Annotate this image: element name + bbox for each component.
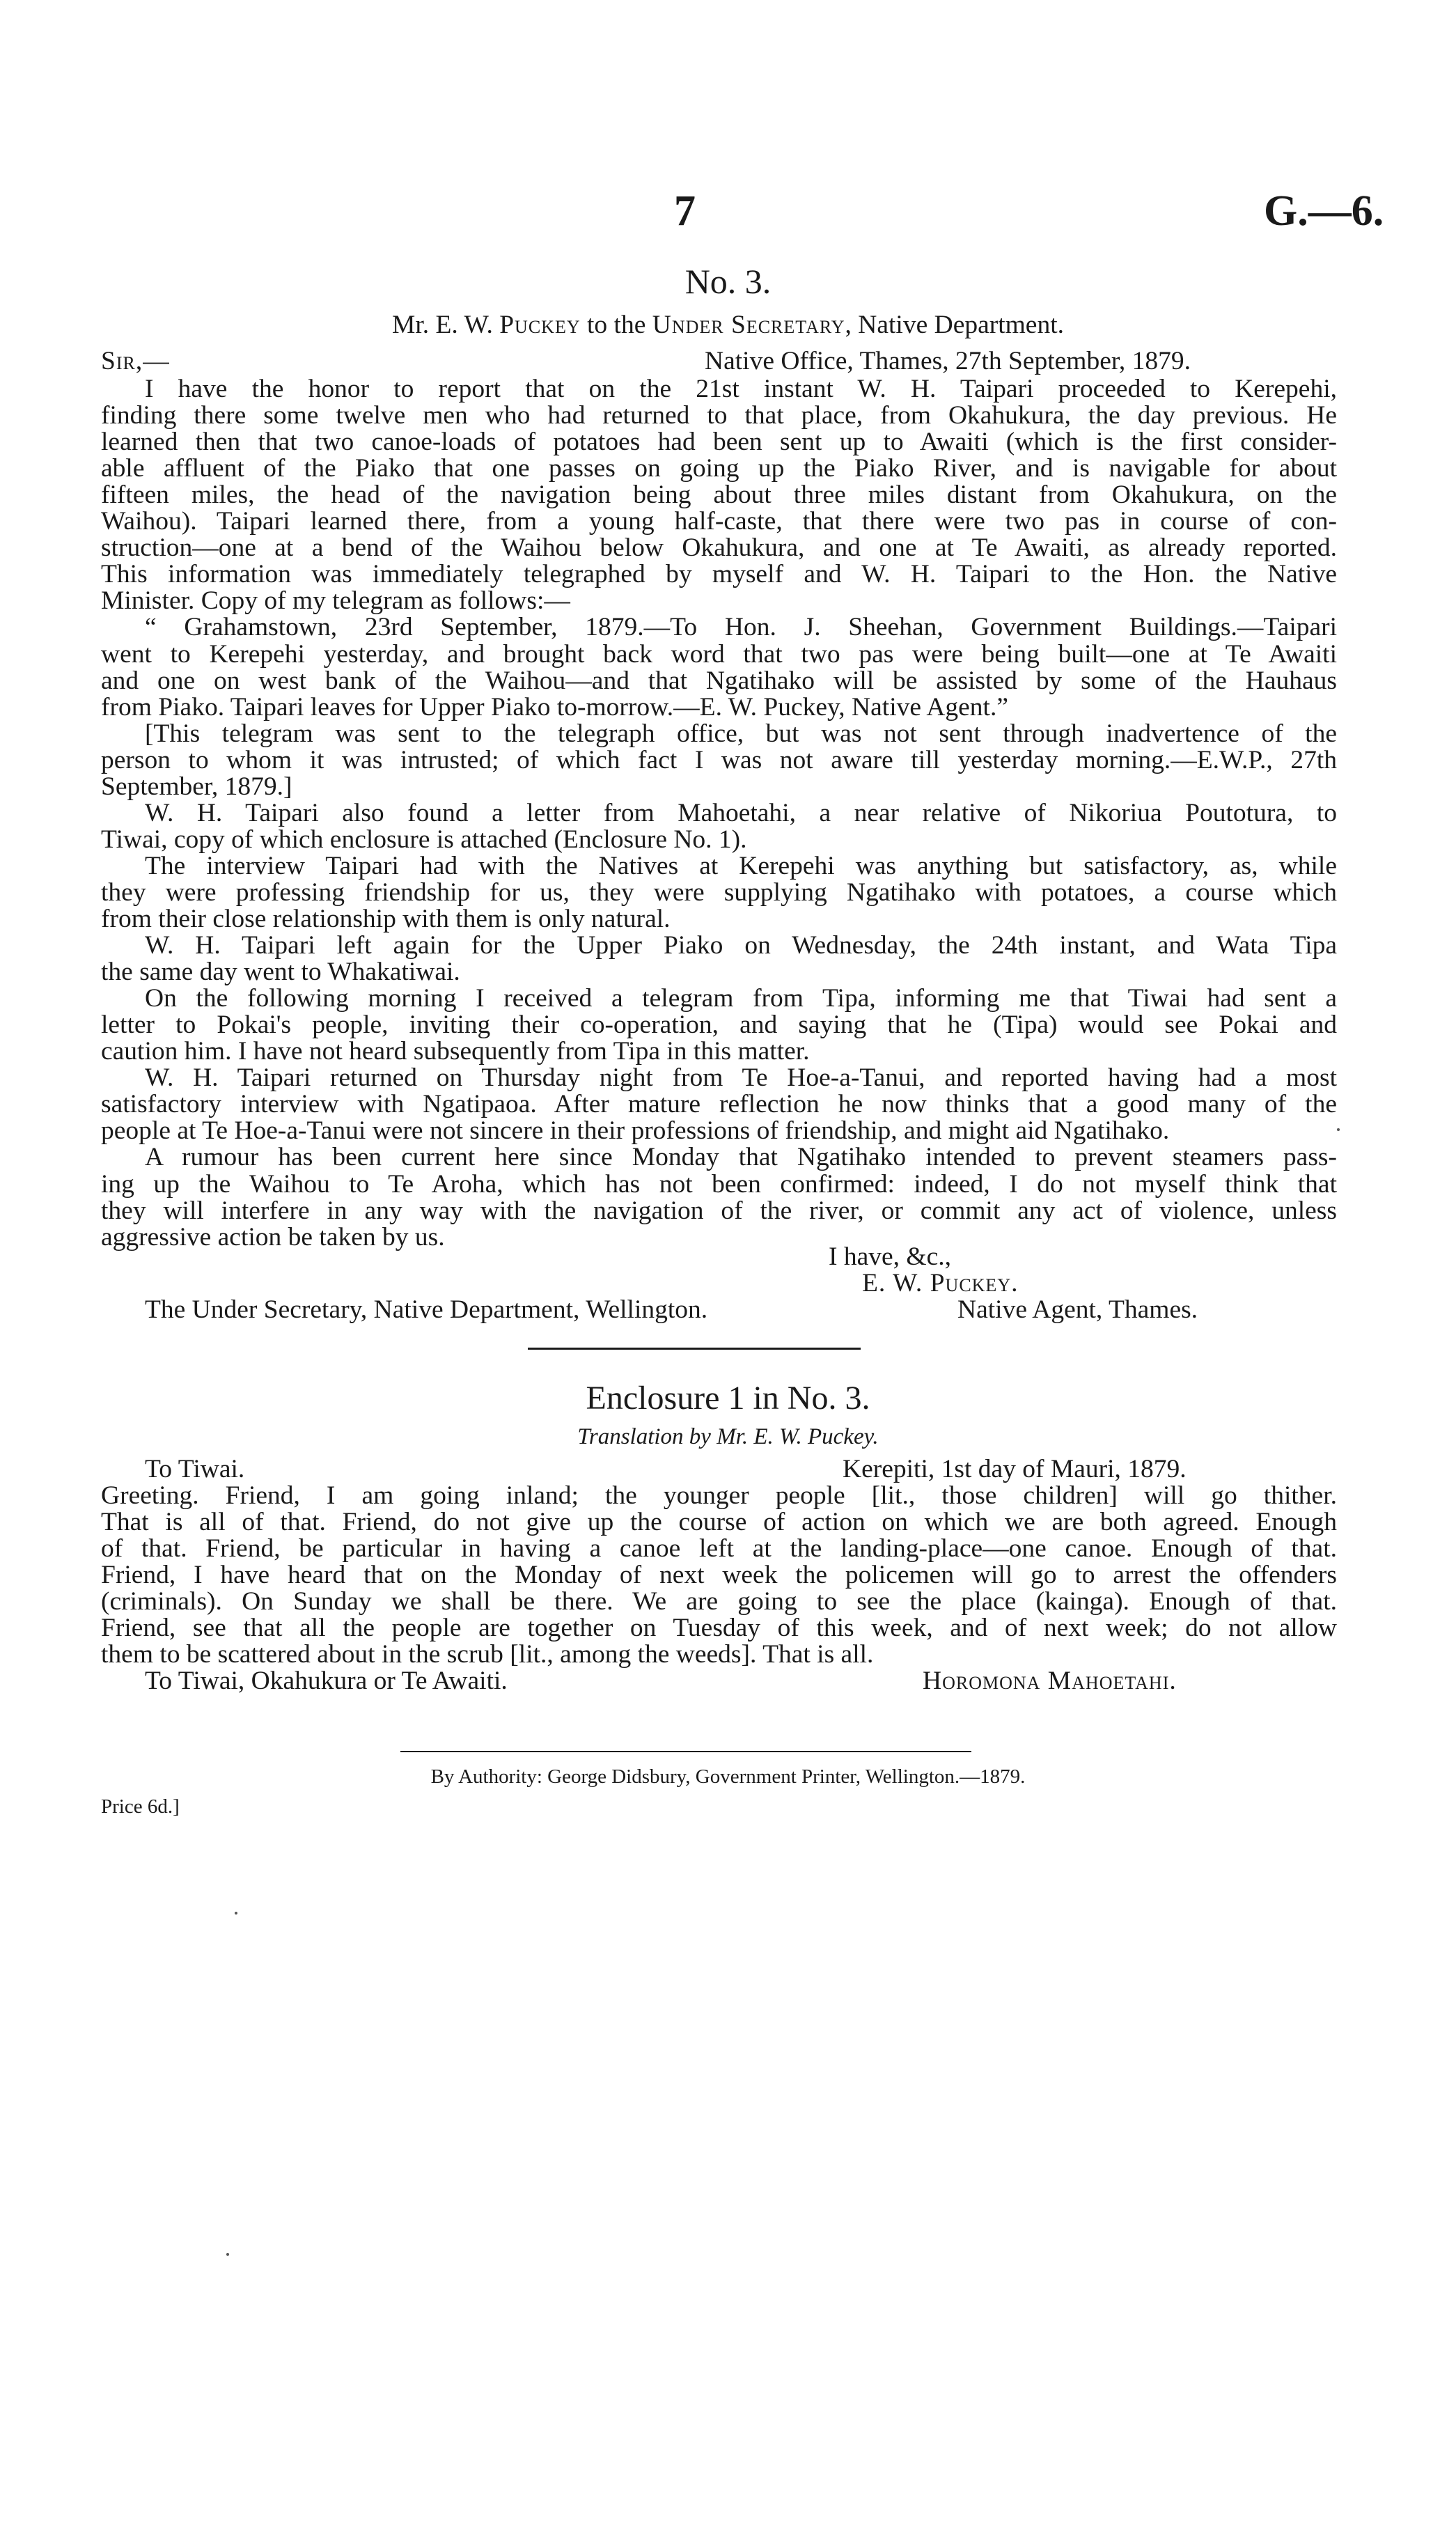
letter-body-line: “ Grahamstown, 23rd September, 1879.—To Hon. J. Sheehan, Government Buildings.—Taipari xyxy=(145,613,1337,641)
document-number: No. 3. xyxy=(684,262,772,301)
letter-body-line: went to Kerepehi yesterday, and brought back word that two pas were being built—one at Te Awaiti xyxy=(101,640,1337,669)
letter-body-line: they will interfere in any way with the navigation of the river, or commit any act of violence, unless xyxy=(101,1196,1337,1225)
letter-body-line: and one on west bank of the Waihou—and that Ngatihako will be assisted by some of the Hauhaus xyxy=(101,666,1337,695)
print-speck xyxy=(1337,1128,1340,1131)
letter-body-line: W. H. Taipari left again for the Upper Piako on Wednesday, the 24th instant, and Wata Tipa xyxy=(145,931,1337,960)
letter-body-line: caution him. I have not heard subsequently from Tipa in this matter. xyxy=(101,1037,810,1066)
enclosure-signature: Horomona Mahoetahi. xyxy=(923,1667,1177,1695)
letter-signature: E. W. Puckey. xyxy=(862,1269,1019,1297)
letter-body-line: struction—one at a bend of the Waihou below Okahukura, and one at Te Awaiti, as already reported. xyxy=(101,533,1337,562)
printer-imprint: By Authority: George Didsbury, Government Printer, Wellington.—1879. xyxy=(430,1765,1026,1788)
letter-body-line: aggressive action be taken by us. xyxy=(101,1223,445,1251)
letter-body-line: they were professing friendship for us, they were supplying Ngatihako with potatoes, a course which xyxy=(101,878,1337,907)
enclosure-body-line: Greeting. Friend, I am going inland; the younger people [lit., those children] will go thither. xyxy=(101,1481,1337,1510)
letter-body-line: person to whom it was intrusted; of which fact I was not aware till yesterday morning.—E.W.P., 27th xyxy=(101,746,1337,774)
letter-body-line: satisfactory interview with Ngatipaoa. After mature reflection he now thinks that a good many of the xyxy=(101,1090,1337,1118)
letter-body-line: the same day went to Whakatiwai. xyxy=(101,958,460,986)
section-divider xyxy=(528,1348,861,1350)
letter-heading: Mr. E. W. Puckey to the Under Secretary, Native Department. xyxy=(392,311,1064,339)
letter-body-line: On the following morning I received a telegram from Tipa, informing me that Tiwai had sent a xyxy=(145,984,1337,1013)
price-note: Price 6d.] xyxy=(101,1795,180,1818)
letter-body-line: from their close relationship with them is only natural. xyxy=(101,905,671,933)
enclosure-body-line: That is all of that. Friend, do not give up the course of action on which we are both agreed. Enough xyxy=(101,1508,1337,1536)
letter-body-line: W. H. Taipari also found a letter from Mahoetahi, a near relative of Nikoriua Poutotura, to xyxy=(145,799,1337,827)
letter-body-line: learned then that two canoe-loads of potatoes had been sent up to Awaiti (which is the first consider- xyxy=(101,428,1337,456)
letter-body-line: A rumour has been current here since Monday that Ngatihako intended to prevent steamers pass- xyxy=(145,1143,1337,1171)
letter-body-line: Tiwai, copy of which enclosure is attached (Enclosure No. 1). xyxy=(101,825,747,854)
letter-body-line: Waihou). Taipari learned there, from a young half-caste, that there were two pas in course of con- xyxy=(101,507,1337,536)
letter-closing: I have, &c., xyxy=(829,1242,951,1271)
letter-body-line: The interview Taipari had with the Natives at Kerepehi was anything but satisfactory, as, while xyxy=(145,852,1337,880)
print-speck xyxy=(226,2253,229,2256)
letter-addressee: The Under Secretary, Native Department, Wellington. xyxy=(145,1295,708,1324)
letter-body-line: Minister. Copy of my telegram as follows:— xyxy=(101,586,570,615)
signatory-title: Native Agent, Thames. xyxy=(957,1295,1198,1324)
enclosure-body-line: them to be scattered about in the scrub [lit., among the weeds]. That is all. xyxy=(101,1640,874,1669)
letter-body-line: ing up the Waihou to Te Aroha, which has not been confirmed: indeed, I do not myself think that xyxy=(101,1170,1337,1199)
enclosure-address-line: To Tiwai, Okahukura or Te Awaiti. xyxy=(145,1667,508,1695)
letter-place-date: Native Office, Thames, 27th September, 1879. xyxy=(705,347,1191,375)
series-identifier: G.—6. xyxy=(1264,187,1384,235)
letter-body-line: I have the honor to report that on the 21st instant W. H. Taipari proceeded to Kerepehi, xyxy=(145,375,1337,403)
letter-body-line: fifteen miles, the head of the navigation being about three miles distant from Okahukura, on the xyxy=(101,481,1337,509)
letter-body-line: from Piako. Taipari leaves for Upper Piako to-morrow.—E. W. Puckey, Native Agent.” xyxy=(101,693,1008,722)
enclosure-body-line: (criminals). On Sunday we shall be there. We are going to see the place (kainga). Enough of that. xyxy=(101,1587,1337,1616)
letter-body-line: letter to Pokai's people, inviting their co-operation, and saying that he (Tipa) would see Pokai and xyxy=(101,1011,1337,1039)
letter-body-line: [This telegram was sent to the telegraph office, but was not sent through inadvertence of the xyxy=(145,719,1337,748)
enclosure-place-date: Kerepiti, 1st day of Mauri, 1879. xyxy=(843,1455,1187,1483)
print-speck xyxy=(235,1912,237,1915)
enclosure-title: Enclosure 1 in No. 3. xyxy=(586,1380,870,1417)
page-number: 7 xyxy=(674,187,696,235)
letter-body-line: September, 1879.] xyxy=(101,772,292,801)
letter-body-line: This information was immediately telegraphed by myself and W. H. Taipari to the Hon. the Native xyxy=(101,560,1337,588)
letter-body-line: able affluent of the Piako that one passes on going up the Piako River, and is navigable for about xyxy=(101,454,1337,483)
letter-body-line: people at Te Hoe-a-Tanui were not sincere in their professions of friendship, and might aid Ngatihako. xyxy=(101,1116,1170,1145)
footer-rule xyxy=(400,1751,971,1752)
letter-body-line: W. H. Taipari returned on Thursday night from Te Hoe-a-Tanui, and reported having had a most xyxy=(145,1063,1337,1092)
enclosure-body-line: of that. Friend, be particular in having a canoe left at the landing-place—one canoe. Enough of that. xyxy=(101,1534,1337,1563)
enclosure-body-line: Friend, see that all the people are together on Tuesday of this week, and of next week; do not allow xyxy=(101,1614,1337,1642)
letter-body-line: finding there some twelve men who had returned to that place, from Okahukura, the day previous. He xyxy=(101,401,1337,430)
enclosure-body-line: Friend, I have heard that on the Monday of next week the policemen will go to arrest the offenders xyxy=(101,1561,1337,1589)
enclosure-recipient: To Tiwai. xyxy=(145,1455,245,1483)
salutation: Sir,— xyxy=(101,347,170,375)
enclosure-subtitle: Translation by Mr. E. W. Puckey. xyxy=(577,1424,879,1449)
